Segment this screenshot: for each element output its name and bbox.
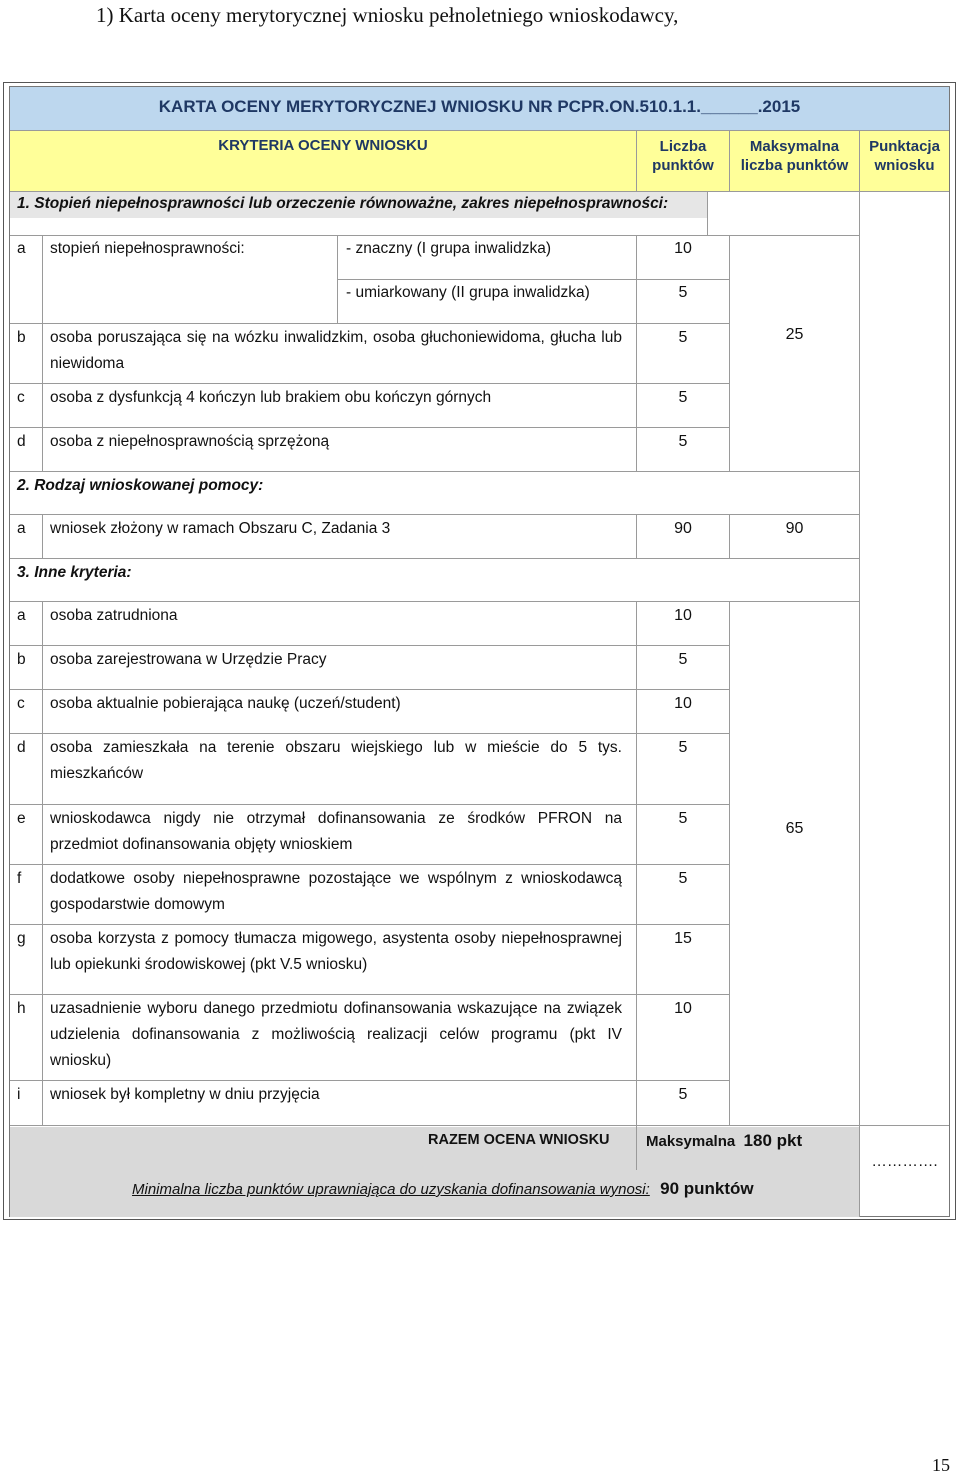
minimum-note (132, 1176, 754, 1203)
grid-line (636, 1125, 637, 1170)
header-score: Punktacja wniosku (869, 138, 940, 174)
grid-line (10, 994, 730, 995)
row-points: 5 (678, 810, 688, 827)
grid-line (337, 279, 730, 280)
row-points: 5 (678, 651, 688, 668)
grid-line (10, 804, 730, 805)
grid-line (859, 131, 860, 1217)
row-letter: b (17, 651, 26, 668)
grid-line (42, 601, 43, 1125)
row-letter: d (17, 433, 26, 450)
header-criteria-cell (10, 131, 636, 191)
grid-line (10, 191, 949, 192)
header-points-cell (637, 131, 729, 191)
grid-line (636, 601, 637, 1125)
header-score-cell (860, 131, 949, 191)
evaluation-card-frame (3, 82, 956, 1220)
row-label: wniosek złożony w ramach Obszaru C, Zadania 3 (50, 520, 391, 537)
row-label: stopień niepełnosprawności: (50, 240, 245, 257)
row-letter: b (17, 329, 26, 346)
row-letter: a (17, 240, 26, 257)
row-label: osoba zarejestrowana w Urzędzie Pracy (50, 651, 327, 668)
grid-line (10, 471, 859, 472)
grid-line (729, 235, 730, 471)
form-title-band (10, 87, 949, 131)
row-points: 10 (674, 240, 692, 257)
max-total-label: Maksymalna (646, 1133, 736, 1150)
row-sublabel: - umiarkowany (II grupa inwalidzka) (346, 284, 590, 301)
row-label: osoba korzysta z pomocy tłumacza migowego, asystenta osoby niepełnosprawnej lub opiekunki środowiskowej (pkt V.5 wniosku) (50, 930, 622, 973)
minimum-value: 90 punktów (660, 1179, 754, 1198)
row-points: 5 (678, 329, 688, 346)
grid-line (42, 235, 43, 471)
row-letter: a (17, 607, 26, 624)
grid-line (729, 514, 730, 558)
row-points: 5 (678, 1086, 688, 1103)
max-total-value: 180 pkt (743, 1131, 803, 1150)
grid-line (10, 558, 859, 559)
grid-line (636, 514, 637, 558)
grid-line (10, 645, 730, 646)
grid-line (10, 514, 859, 515)
evaluation-card (9, 86, 950, 1217)
row-points: 10 (674, 695, 692, 712)
row-letter: a (17, 520, 26, 537)
page-heading: 1) Karta oceny merytorycznej wniosku pełnoletniego wnioskodawcy, (96, 3, 679, 27)
grid-line (337, 235, 338, 323)
row-points: 5 (678, 739, 688, 756)
row-points: 5 (678, 433, 688, 450)
section3-max: 65 (785, 820, 804, 837)
row-label: osoba poruszająca się na wózku inwalidzkim, osoba głuchoniewidoma, głucha lub niewidoma (50, 329, 622, 372)
row-letter: h (17, 1000, 26, 1017)
row-label: osoba aktualnie pobierająca naukę (uczeń/student) (50, 695, 401, 712)
grid-line (729, 131, 730, 191)
row-letter: g (17, 930, 26, 947)
minimum-label: Minimalna liczba punktów uprawniająca do uzyskania dofinansowania wynosi: (132, 1181, 650, 1198)
row-label: uzasadnienie wyboru danego przedmiotu dofinansowania wskazujące na związek udzielenia dofinansowania z możliwością realizacji celów programu (pkt IV wniosku) (50, 1000, 622, 1069)
section1-max: 25 (785, 326, 804, 343)
grid-line (10, 383, 730, 384)
section1-title: 1. Stopień niepełnosprawności lub orzeczenie równoważne, zakres niepełnosprawności: (17, 195, 669, 212)
row-label: dodatkowe osoby niepełnosprawne pozostające we wspólnym z wnioskodawcą gospodarstwie domowym (50, 870, 622, 913)
grid-line (10, 924, 730, 925)
grid-line (42, 514, 43, 558)
section2-max: 90 (785, 520, 804, 537)
grid-line (10, 864, 730, 865)
page-number: 15 (932, 1455, 950, 1475)
row-label: osoba z dysfunkcją 4 kończyn lub brakiem obu kończyn górnych (50, 389, 492, 406)
grid-line (10, 427, 730, 428)
row-sublabel: - znaczny (I grupa inwalidzka) (346, 240, 552, 257)
row-label: osoba z niepełnosprawnością sprzężoną (50, 433, 330, 450)
header-criteria: KRYTERIA OCENY WNIOSKU (218, 137, 428, 154)
grid-line (729, 601, 730, 1125)
total-label: RAZEM OCENA WNIOSKU (428, 1132, 610, 1148)
row-letter: d (17, 739, 26, 756)
row-letter: c (17, 695, 25, 712)
score-dots: …………. (871, 1153, 938, 1170)
row-points: 90 (674, 520, 692, 537)
grid-line (636, 131, 637, 191)
grid-line (10, 1080, 730, 1081)
section3-title: 3. Inne kryteria: (17, 564, 132, 581)
section2-title: 2. Rodzaj wnioskowanej pomocy: (17, 477, 264, 494)
row-points: 5 (678, 284, 688, 301)
row-points: 5 (678, 870, 688, 887)
row-points: 10 (674, 607, 692, 624)
row-points: 15 (674, 930, 692, 947)
grid-line (10, 689, 730, 690)
row-letter: i (17, 1086, 21, 1103)
row-label: osoba zamieszkała na terenie obszaru wiejskiego lub w mieście do 5 tys. mieszkańców (50, 739, 622, 782)
grid-line (10, 323, 730, 324)
header-max-cell (730, 131, 859, 191)
row-points: 10 (674, 1000, 692, 1017)
row-letter: f (17, 870, 22, 887)
row-letter: e (17, 810, 26, 827)
grid-line (10, 733, 730, 734)
form-title: KARTA OCENY MERYTORYCZNEJ WNIOSKU NR PCPR.ON.510.1.1.______.2015 (158, 97, 801, 116)
header-points: Liczba punktów (652, 138, 714, 174)
max-total (646, 1128, 802, 1155)
row-points: 5 (678, 389, 688, 406)
grid-line (636, 235, 637, 471)
header-max-points: Maksymalna liczba punktów (740, 138, 849, 174)
grid-line (10, 235, 859, 236)
row-label: wnioskodawca nigdy nie otrzymał dofinansowania ze środków PFRON na przedmiot dofinansowania objęty wnioskiem (50, 810, 622, 853)
row-label: wniosek był kompletny w dniu przyjęcia (50, 1086, 320, 1103)
row-letter: c (17, 389, 25, 406)
row-label: osoba zatrudniona (50, 607, 178, 624)
grid-line (10, 601, 859, 602)
grid-line (10, 1125, 949, 1126)
grid-line (707, 191, 708, 235)
